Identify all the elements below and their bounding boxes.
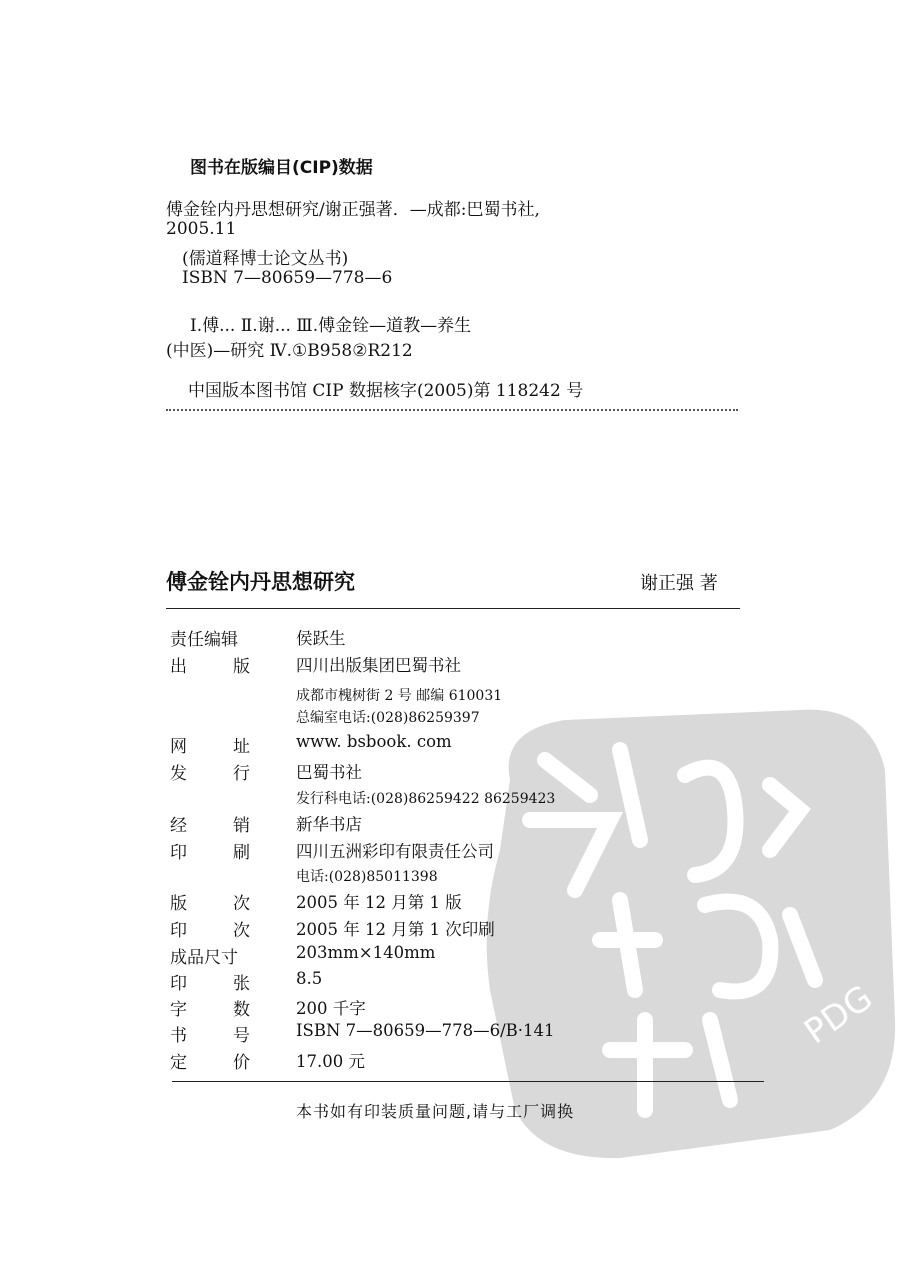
row-value: 成都市槐树街 2 号 邮编 610031 <box>296 688 503 704</box>
row-label-part: 张 <box>233 974 250 994</box>
row-label <box>170 625 238 650</box>
row-value: 17.00 元 <box>296 1052 365 1071</box>
row-value: ISBN 7—80659—778—6/B·141 <box>296 1021 555 1040</box>
row-label-part: 经 <box>170 816 187 836</box>
watermark-text: PDG <box>797 977 880 1053</box>
row-label <box>170 732 250 757</box>
bottom-rule <box>172 1081 764 1082</box>
row-label <box>170 995 250 1020</box>
quality-notice: 本书如有印装质量问题,请与工厂调换 <box>296 1102 575 1121</box>
row-label-part: 次 <box>233 921 250 941</box>
row-label-part: 版 <box>170 894 187 914</box>
row-label-part: 销 <box>233 816 250 836</box>
row-label-part: 字 <box>170 1000 187 1020</box>
pdg-watermark-seal <box>470 690 900 1160</box>
row-label-part: 印 <box>170 921 187 941</box>
row-label-part: 数 <box>233 1000 250 1020</box>
cip-line-3: (儒道释博士论文丛书) <box>182 249 349 269</box>
row-value: 2005 年 12 月第 1 次印刷 <box>296 920 495 939</box>
row-label-part: 责任编辑 <box>170 630 238 650</box>
cip-line-2: 2005.11 <box>166 219 237 239</box>
row-value: 总编室电话:(028)86259397 <box>296 710 480 726</box>
row-value: 203mm×140mm <box>296 943 436 962</box>
row-label-part: 成品尺寸 <box>170 948 238 968</box>
cip-line-1: 傅金铨内丹思想研究/谢正强著．—成都:巴蜀书社, <box>166 200 540 220</box>
row-label <box>170 838 250 863</box>
row-label-part: 行 <box>233 764 250 784</box>
row-label <box>170 969 250 994</box>
row-label-part: 号 <box>233 1026 250 1046</box>
row-value: 2005 年 12 月第 1 版 <box>296 893 462 912</box>
row-value: 四川五洲彩印有限责任公司 <box>296 842 494 861</box>
book-title: 傅金铨内丹思想研究 <box>166 570 355 594</box>
row-label <box>170 652 250 677</box>
cip-heading: 图书在版编目(CIP)数据 <box>190 158 373 178</box>
row-value: www. bsbook. com <box>296 732 452 751</box>
row-value: 发行科电话:(028)86259422 86259423 <box>296 791 556 807</box>
row-label <box>170 1021 250 1046</box>
title-rule <box>166 608 740 609</box>
row-label-part: 发 <box>170 764 187 784</box>
row-label-part: 次 <box>233 894 250 914</box>
row-label-part: 网 <box>170 737 187 757</box>
row-label <box>170 916 250 941</box>
row-label <box>170 943 238 968</box>
row-label <box>170 889 250 914</box>
row-label <box>170 811 250 836</box>
cip-dotted-divider <box>166 409 738 411</box>
row-label-part: 印 <box>170 843 187 863</box>
row-label-part: 版 <box>233 657 250 677</box>
cip-line-5: Ⅰ.傅... Ⅱ.谢... Ⅲ.傅金铨—道教—养生 <box>190 316 472 336</box>
row-label <box>170 759 250 784</box>
row-label-part: 出 <box>170 657 187 677</box>
cip-line-4: ISBN 7—80659—778—6 <box>182 268 393 288</box>
row-label-part: 定 <box>170 1053 187 1073</box>
row-value: 侯跃生 <box>296 629 346 648</box>
cip-line-7: 中国版本图书馆 CIP 数据核字(2005)第 118242 号 <box>188 381 584 401</box>
book-author: 谢正强 著 <box>640 573 718 594</box>
row-label-part: 印 <box>170 974 187 994</box>
row-value: 200 千字 <box>296 999 366 1018</box>
row-value: 8.5 <box>296 969 323 988</box>
row-label-part: 书 <box>170 1026 187 1046</box>
row-label-part: 价 <box>233 1053 250 1073</box>
row-value: 新华书店 <box>296 815 362 834</box>
row-label <box>170 1048 250 1073</box>
cip-line-6: (中医)—研究 Ⅳ.①B958②R212 <box>166 341 413 361</box>
row-value: 四川出版集团巴蜀书社 <box>296 656 461 675</box>
row-label-part: 刷 <box>233 843 250 863</box>
row-value: 电话:(028)85011398 <box>296 869 438 885</box>
row-value: 巴蜀书社 <box>296 763 362 782</box>
row-label-part: 址 <box>233 737 250 757</box>
